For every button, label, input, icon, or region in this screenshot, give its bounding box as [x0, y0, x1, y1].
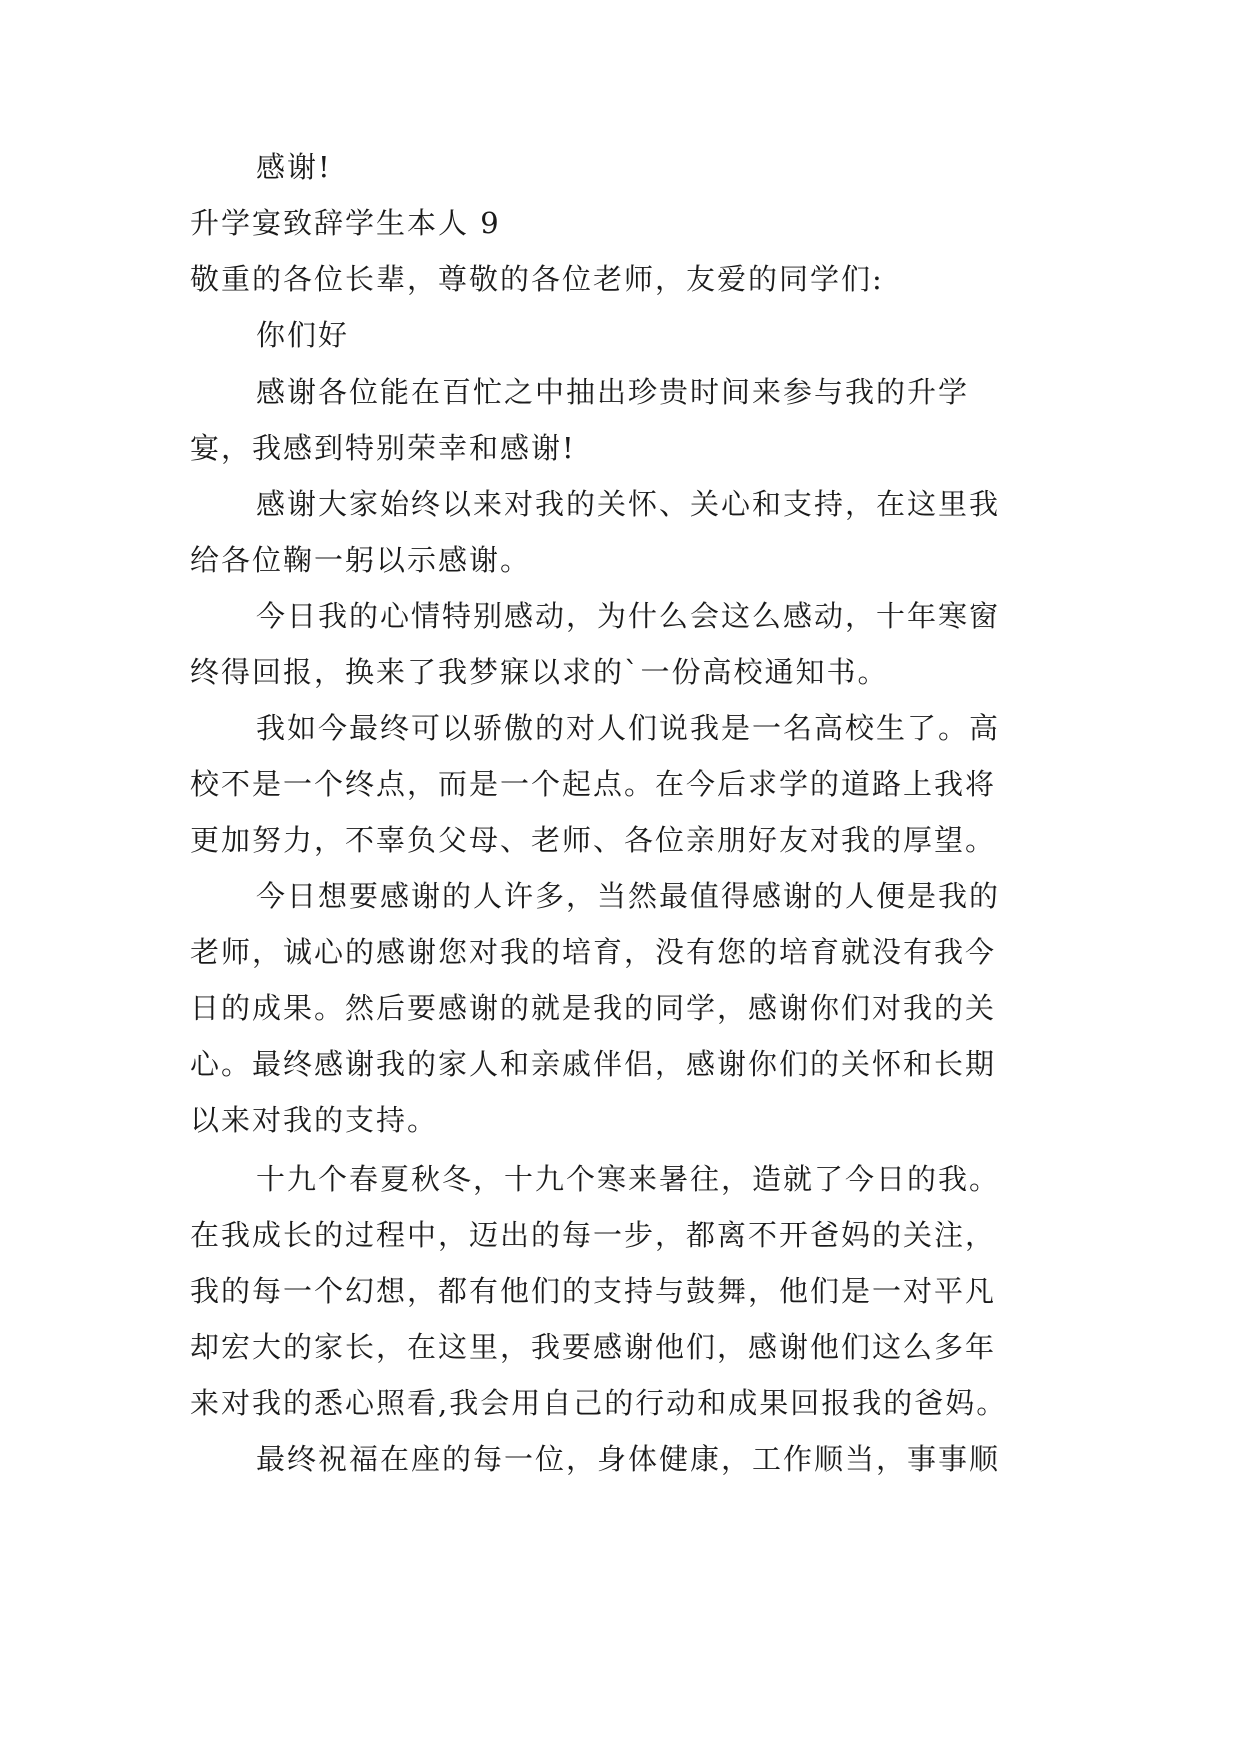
text-line: 感谢大家始终以来对我的关怀、关心和支持，在这里我 — [256, 487, 1001, 521]
text-line: 感谢! — [256, 150, 332, 184]
text-line: 更加努力，不辜负父母、老师、各位亲朋好友对我的厚望。 — [190, 823, 997, 857]
text-line: 今日我的心情特别感动，为什么会这么感动，十年寒窗 — [256, 599, 1001, 633]
salutation: 敬重的各位长辈，尊敬的各位老师，友爱的同学们: — [190, 262, 884, 296]
text-line: 日的成果。然后要感谢的就是我的同学，感谢你们对我的关 — [190, 991, 997, 1025]
text-line: 我如今最终可以骄傲的对人们说我是一名高校生了。高 — [256, 711, 1001, 745]
text-line: 终得回报，换来了我梦寐以求的`一份高校通知书。 — [190, 655, 889, 689]
section-heading: 升学宴致辞学生本人 9 — [190, 206, 501, 240]
text-line: 给各位鞠一躬以示感谢。 — [190, 543, 532, 577]
text-line: 十九个春夏秋冬，十九个寒来暑往，造就了今日的我。 — [256, 1162, 1001, 1196]
text-line: 校不是一个终点，而是一个起点。在今后求学的道路上我将 — [190, 767, 997, 801]
text-line: 今日想要感谢的人许多，当然最值得感谢的人便是我的 — [256, 879, 1001, 913]
text-line: 最终祝福在座的每一位，身体健康，工作顺当，事事顺 — [256, 1442, 1001, 1476]
text-line: 心。最终感谢我的家人和亲戚伴侣，感谢你们的关怀和长期 — [190, 1047, 997, 1081]
text-line: 却宏大的家长，在这里，我要感谢他们，感谢他们这么多年 — [190, 1330, 997, 1364]
greeting: 你们好 — [256, 318, 350, 352]
text-line: 老师，诚心的感谢您对我的培育，没有您的培育就没有我今 — [190, 935, 997, 969]
text-line: 感谢各位能在百忙之中抽出珍贵时间来参与我的升学 — [256, 375, 970, 409]
text-line: 我的每一个幻想，都有他们的支持与鼓舞，他们是一对平凡 — [190, 1274, 997, 1308]
text-line: 来对我的悉心照看,我会用自己的行动和成果回报我的爸妈。 — [190, 1386, 1008, 1420]
text-line: 宴，我感到特别荣幸和感谢! — [190, 431, 576, 465]
text-line: 以来对我的支持。 — [190, 1103, 439, 1137]
text-line: 在我成长的过程中，迈出的每一步，都离不开爸妈的关注， — [190, 1218, 997, 1252]
